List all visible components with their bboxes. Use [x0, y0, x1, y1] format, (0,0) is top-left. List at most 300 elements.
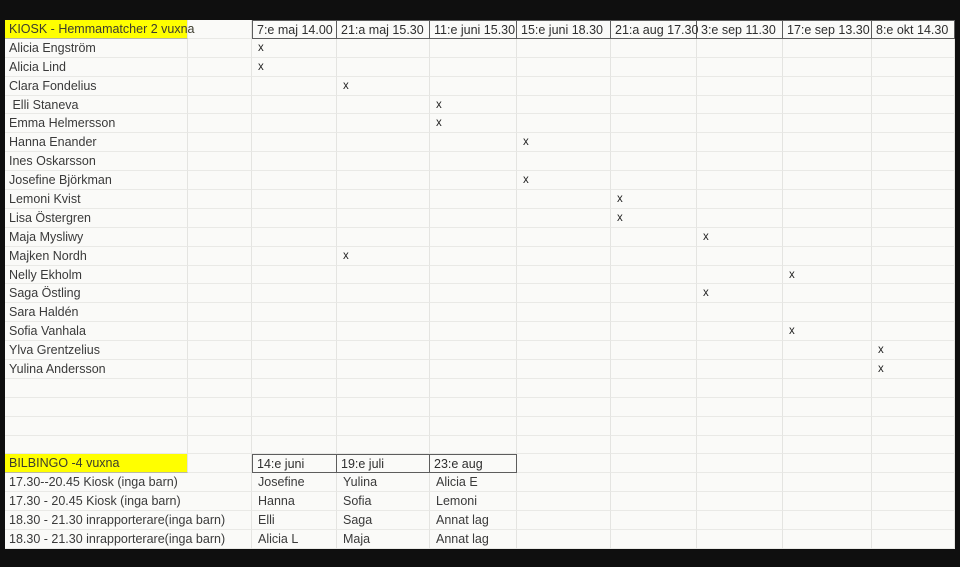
- mark-cell[interactable]: [337, 209, 430, 228]
- mark-cell[interactable]: [430, 284, 517, 303]
- mark-cell[interactable]: [430, 360, 517, 379]
- empty-cell[interactable]: [872, 417, 955, 436]
- shift-label-cell[interactable]: 18.30 - 21.30 inrapporterare(inga barn): [5, 530, 252, 549]
- mark-cell[interactable]: [517, 114, 611, 133]
- mark-cell[interactable]: [611, 341, 697, 360]
- kiosk-date-header[interactable]: 17:e sep 13.30: [783, 20, 872, 39]
- assignee-cell[interactable]: Josefine: [252, 473, 337, 492]
- player-name-cell[interactable]: Ylva Grentzelius: [5, 341, 188, 360]
- kiosk-date-header[interactable]: 15:e juni 18.30: [517, 20, 611, 39]
- kiosk-player-row: [5, 322, 955, 341]
- empty-cell[interactable]: [252, 379, 337, 398]
- mark-cell[interactable]: [872, 228, 955, 247]
- empty-cell[interactable]: [252, 417, 337, 436]
- mark-cell[interactable]: [611, 284, 697, 303]
- empty-cell[interactable]: [872, 530, 955, 549]
- mark-cell[interactable]: [697, 39, 783, 58]
- kiosk-date-header[interactable]: 3:e sep 11.30: [697, 20, 783, 39]
- mark-cell[interactable]: x: [697, 284, 783, 303]
- empty-cell[interactable]: [188, 247, 252, 266]
- empty-cell[interactable]: [252, 436, 337, 455]
- player-name-cell[interactable]: Alicia Lind: [5, 58, 188, 77]
- mark-cell[interactable]: [611, 228, 697, 247]
- empty-cell[interactable]: [517, 379, 611, 398]
- mark-cell[interactable]: [430, 190, 517, 209]
- mark-cell[interactable]: [697, 341, 783, 360]
- mark-cell[interactable]: [611, 360, 697, 379]
- mark-cell[interactable]: [872, 190, 955, 209]
- mark-cell[interactable]: x: [337, 247, 430, 266]
- shift-label-cell[interactable]: 18.30 - 21.30 inrapporterare(inga barn): [5, 511, 252, 530]
- empty-cell[interactable]: [188, 96, 252, 115]
- player-name-cell[interactable]: Nelly Ekholm: [5, 266, 188, 285]
- empty-cell[interactable]: [783, 473, 872, 492]
- mark-cell[interactable]: [337, 58, 430, 77]
- mark-cell[interactable]: [611, 58, 697, 77]
- empty-cell[interactable]: [517, 454, 611, 473]
- mark-cell[interactable]: [517, 209, 611, 228]
- mark-cell[interactable]: [517, 303, 611, 322]
- mark-cell[interactable]: [337, 303, 430, 322]
- mark-cell[interactable]: [697, 247, 783, 266]
- empty-cell[interactable]: [337, 398, 430, 417]
- empty-cell[interactable]: [5, 436, 188, 455]
- mark-cell[interactable]: [697, 360, 783, 379]
- mark-cell[interactable]: [872, 322, 955, 341]
- empty-cell[interactable]: [188, 454, 252, 473]
- mark-cell[interactable]: [872, 96, 955, 115]
- bilbingo-date-header[interactable]: 14:e juni: [252, 454, 337, 473]
- mark-cell[interactable]: [430, 247, 517, 266]
- mark-cell[interactable]: [872, 284, 955, 303]
- mark-cell[interactable]: x: [783, 322, 872, 341]
- kiosk-player-row: [5, 303, 955, 322]
- mark-cell[interactable]: x: [872, 360, 955, 379]
- mark-cell[interactable]: [872, 152, 955, 171]
- mark-cell[interactable]: [252, 190, 337, 209]
- mark-cell[interactable]: [611, 77, 697, 96]
- mark-cell[interactable]: [517, 284, 611, 303]
- assignee-cell[interactable]: Elli: [252, 511, 337, 530]
- empty-cell[interactable]: [188, 20, 252, 39]
- empty-cell[interactable]: [783, 398, 872, 417]
- empty-cell[interactable]: [697, 492, 783, 511]
- kiosk-date-header[interactable]: 7:e maj 14.00: [252, 20, 337, 39]
- kiosk-player-row: [5, 341, 955, 360]
- assignee-cell[interactable]: Hanna: [252, 492, 337, 511]
- bilbingo-rows: [5, 473, 955, 549]
- mark-cell[interactable]: [611, 266, 697, 285]
- empty-cell[interactable]: [188, 303, 252, 322]
- kiosk-player-row: [5, 190, 955, 209]
- mark-cell[interactable]: [872, 303, 955, 322]
- empty-cell[interactable]: [611, 436, 697, 455]
- empty-cell[interactable]: [517, 398, 611, 417]
- assignee-cell[interactable]: Alicia L: [252, 530, 337, 549]
- mark-cell[interactable]: x: [611, 190, 697, 209]
- assignee-cell[interactable]: Saga: [337, 511, 430, 530]
- mark-cell[interactable]: x: [252, 58, 337, 77]
- empty-cell[interactable]: [188, 266, 252, 285]
- mark-cell[interactable]: [337, 171, 430, 190]
- kiosk-title: KIOSK - Hemmamatcher 2 vuxna: [5, 20, 188, 39]
- mark-cell[interactable]: [697, 133, 783, 152]
- kiosk-player-row: [5, 133, 955, 152]
- mark-cell[interactable]: [783, 152, 872, 171]
- kiosk-player-row: [5, 114, 955, 133]
- mark-cell[interactable]: [430, 228, 517, 247]
- empty-cell[interactable]: [697, 454, 783, 473]
- mark-cell[interactable]: x: [697, 228, 783, 247]
- mark-cell[interactable]: [697, 171, 783, 190]
- empty-cell[interactable]: [517, 511, 611, 530]
- mark-cell[interactable]: x: [783, 266, 872, 285]
- mark-cell[interactable]: [517, 96, 611, 115]
- mark-cell[interactable]: [252, 171, 337, 190]
- mark-cell[interactable]: [430, 58, 517, 77]
- mark-cell[interactable]: [252, 96, 337, 115]
- empty-cell[interactable]: [188, 39, 252, 58]
- mark-cell[interactable]: [337, 360, 430, 379]
- player-name-cell[interactable]: Alicia Engström: [5, 39, 188, 58]
- empty-cell[interactable]: [872, 398, 955, 417]
- player-name-cell[interactable]: Josefine Björkman: [5, 171, 188, 190]
- empty-cell[interactable]: [872, 511, 955, 530]
- mark-cell[interactable]: [517, 266, 611, 285]
- bilbingo-shift-row: [5, 530, 955, 549]
- mark-cell[interactable]: [517, 58, 611, 77]
- assignee-cell[interactable]: Annat lag: [430, 530, 517, 549]
- mark-cell[interactable]: [517, 322, 611, 341]
- mark-cell[interactable]: [252, 303, 337, 322]
- mark-cell[interactable]: [872, 209, 955, 228]
- mark-cell[interactable]: [697, 58, 783, 77]
- assignee-cell[interactable]: Sofia: [337, 492, 430, 511]
- empty-cell[interactable]: [611, 492, 697, 511]
- empty-cell[interactable]: [517, 417, 611, 436]
- mark-cell[interactable]: [430, 266, 517, 285]
- spacer-row: [5, 417, 955, 436]
- assignee-cell[interactable]: Maja: [337, 530, 430, 549]
- assignee-cell[interactable]: Alicia E: [430, 473, 517, 492]
- mark-cell[interactable]: [337, 228, 430, 247]
- mark-cell[interactable]: [783, 284, 872, 303]
- empty-cell[interactable]: [611, 379, 697, 398]
- mark-cell[interactable]: [697, 190, 783, 209]
- bilbingo-date-header[interactable]: 19:e juli: [337, 454, 430, 473]
- empty-cell[interactable]: [611, 398, 697, 417]
- player-name-cell[interactable]: Sofia Vanhala: [5, 322, 188, 341]
- empty-cell[interactable]: [188, 58, 252, 77]
- mark-cell[interactable]: [611, 247, 697, 266]
- empty-cell[interactable]: [337, 379, 430, 398]
- mark-cell[interactable]: [697, 303, 783, 322]
- kiosk-header-row: [5, 20, 955, 39]
- empty-cell[interactable]: [188, 171, 252, 190]
- mark-cell[interactable]: [872, 266, 955, 285]
- mark-cell[interactable]: [252, 247, 337, 266]
- mark-cell[interactable]: x: [430, 114, 517, 133]
- mark-cell[interactable]: [430, 133, 517, 152]
- mark-cell[interactable]: [252, 360, 337, 379]
- mark-cell[interactable]: [430, 209, 517, 228]
- kiosk-player-row: [5, 266, 955, 285]
- player-name-cell[interactable]: Clara Fondelius: [5, 77, 188, 96]
- mark-cell[interactable]: [611, 171, 697, 190]
- mark-cell[interactable]: [252, 284, 337, 303]
- spreadsheet: [5, 20, 955, 549]
- empty-cell[interactable]: [188, 322, 252, 341]
- mark-cell[interactable]: [783, 96, 872, 115]
- mark-cell[interactable]: [611, 322, 697, 341]
- empty-cell[interactable]: [872, 379, 955, 398]
- mark-cell[interactable]: [517, 39, 611, 58]
- kiosk-player-row: [5, 77, 955, 96]
- mark-cell[interactable]: [697, 209, 783, 228]
- mark-cell[interactable]: [872, 77, 955, 96]
- empty-cell[interactable]: [783, 379, 872, 398]
- empty-cell[interactable]: [188, 436, 252, 455]
- empty-cell[interactable]: [188, 417, 252, 436]
- empty-cell[interactable]: [697, 417, 783, 436]
- kiosk-player-row: [5, 39, 955, 58]
- mark-cell[interactable]: x: [517, 133, 611, 152]
- mark-cell[interactable]: x: [517, 171, 611, 190]
- mark-cell[interactable]: [872, 133, 955, 152]
- kiosk-player-row: [5, 209, 955, 228]
- empty-cell[interactable]: [697, 473, 783, 492]
- mark-cell[interactable]: [337, 266, 430, 285]
- empty-cell[interactable]: [783, 454, 872, 473]
- empty-cell[interactable]: [517, 492, 611, 511]
- kiosk-player-row: [5, 228, 955, 247]
- mark-cell[interactable]: [252, 228, 337, 247]
- player-name-cell[interactable]: Hanna Enander: [5, 133, 188, 152]
- empty-cell[interactable]: [697, 511, 783, 530]
- assignee-cell[interactable]: Yulina: [337, 473, 430, 492]
- empty-cell[interactable]: [697, 436, 783, 455]
- empty-cell[interactable]: [783, 530, 872, 549]
- empty-cell[interactable]: [872, 473, 955, 492]
- mark-cell[interactable]: [783, 228, 872, 247]
- empty-cell[interactable]: [430, 436, 517, 455]
- empty-cell[interactable]: [5, 398, 188, 417]
- empty-cell[interactable]: [517, 530, 611, 549]
- assignee-cell[interactable]: Lemoni: [430, 492, 517, 511]
- mark-cell[interactable]: [430, 152, 517, 171]
- mark-cell[interactable]: [783, 209, 872, 228]
- mark-cell[interactable]: [517, 77, 611, 96]
- empty-cell[interactable]: [188, 228, 252, 247]
- empty-cell[interactable]: [872, 436, 955, 455]
- mark-cell[interactable]: [252, 266, 337, 285]
- mark-cell[interactable]: [697, 266, 783, 285]
- mark-cell[interactable]: [252, 77, 337, 96]
- mark-cell[interactable]: [337, 96, 430, 115]
- mark-cell[interactable]: [337, 39, 430, 58]
- empty-cell[interactable]: [697, 398, 783, 417]
- kiosk-date-header[interactable]: 21:a maj 15.30: [337, 20, 430, 39]
- mark-cell[interactable]: [872, 171, 955, 190]
- bilbingo-shift-row: [5, 492, 955, 511]
- mark-cell[interactable]: [783, 171, 872, 190]
- assignee-cell[interactable]: Annat lag: [430, 511, 517, 530]
- bilbingo-header-row: [5, 454, 955, 473]
- mark-cell[interactable]: [611, 39, 697, 58]
- mark-cell[interactable]: [430, 77, 517, 96]
- empty-cell[interactable]: [430, 379, 517, 398]
- empty-cell[interactable]: [188, 209, 252, 228]
- player-name-cell[interactable]: Saga Östling: [5, 284, 188, 303]
- mark-cell[interactable]: [430, 303, 517, 322]
- mark-cell[interactable]: [337, 322, 430, 341]
- empty-cell[interactable]: [611, 473, 697, 492]
- mark-cell[interactable]: [697, 77, 783, 96]
- empty-cell[interactable]: [783, 511, 872, 530]
- mark-cell[interactable]: [783, 303, 872, 322]
- kiosk-player-row: [5, 152, 955, 171]
- empty-cell[interactable]: [337, 436, 430, 455]
- empty-cell[interactable]: [188, 379, 252, 398]
- kiosk-player-row: [5, 96, 955, 115]
- empty-cell[interactable]: [188, 398, 252, 417]
- mark-cell[interactable]: [337, 114, 430, 133]
- mark-cell[interactable]: [252, 114, 337, 133]
- empty-cell[interactable]: [430, 398, 517, 417]
- empty-cell[interactable]: [611, 530, 697, 549]
- mark-cell[interactable]: [697, 152, 783, 171]
- mark-cell[interactable]: [611, 96, 697, 115]
- mark-cell[interactable]: [697, 114, 783, 133]
- mark-cell[interactable]: [611, 114, 697, 133]
- empty-cell[interactable]: [188, 133, 252, 152]
- kiosk-date-header[interactable]: 8:e okt 14.30: [872, 20, 955, 39]
- empty-cell[interactable]: [611, 511, 697, 530]
- mark-cell[interactable]: [337, 284, 430, 303]
- mark-cell[interactable]: x: [611, 209, 697, 228]
- player-name-cell[interactable]: Yulina Andersson: [5, 360, 188, 379]
- empty-cell[interactable]: [188, 114, 252, 133]
- spacer-row: [5, 379, 955, 398]
- empty-cell[interactable]: [783, 492, 872, 511]
- mark-cell[interactable]: [611, 303, 697, 322]
- empty-cell[interactable]: [697, 530, 783, 549]
- mark-cell[interactable]: [517, 152, 611, 171]
- empty-cell[interactable]: [783, 417, 872, 436]
- mark-cell[interactable]: [252, 133, 337, 152]
- mark-cell[interactable]: [872, 247, 955, 266]
- mark-cell[interactable]: [430, 341, 517, 360]
- mark-cell[interactable]: [430, 171, 517, 190]
- mark-cell[interactable]: [611, 152, 697, 171]
- mark-cell[interactable]: [337, 133, 430, 152]
- empty-cell[interactable]: [611, 454, 697, 473]
- mark-cell[interactable]: [252, 341, 337, 360]
- mark-cell[interactable]: [337, 341, 430, 360]
- empty-cell[interactable]: [872, 454, 955, 473]
- mark-cell[interactable]: [252, 152, 337, 171]
- empty-cell[interactable]: [252, 398, 337, 417]
- mark-cell[interactable]: [517, 341, 611, 360]
- player-name-cell[interactable]: Emma Helmersson: [5, 114, 188, 133]
- mark-cell[interactable]: [783, 341, 872, 360]
- empty-cell[interactable]: [783, 436, 872, 455]
- mark-cell[interactable]: [872, 114, 955, 133]
- bilbingo-date-header[interactable]: 23:e aug: [430, 454, 517, 473]
- empty-cell[interactable]: [337, 417, 430, 436]
- player-name-cell[interactable]: Ines Oskarsson: [5, 152, 188, 171]
- mark-cell[interactable]: [872, 39, 955, 58]
- mark-cell[interactable]: [611, 133, 697, 152]
- shift-label-cell[interactable]: 17.30--20.45 Kiosk (inga barn): [5, 473, 252, 492]
- player-name-cell[interactable]: Elli Staneva: [5, 96, 188, 115]
- mark-cell[interactable]: [783, 360, 872, 379]
- empty-cell[interactable]: [188, 77, 252, 96]
- empty-cell[interactable]: [5, 417, 188, 436]
- mark-cell[interactable]: [337, 152, 430, 171]
- mark-cell[interactable]: [517, 190, 611, 209]
- mark-cell[interactable]: [517, 228, 611, 247]
- mark-cell[interactable]: x: [430, 96, 517, 115]
- mark-cell[interactable]: [783, 58, 872, 77]
- mark-cell[interactable]: [252, 322, 337, 341]
- empty-cell[interactable]: [430, 417, 517, 436]
- mark-cell[interactable]: [783, 133, 872, 152]
- mark-cell[interactable]: [337, 190, 430, 209]
- empty-cell[interactable]: [188, 341, 252, 360]
- empty-cell[interactable]: [188, 152, 252, 171]
- spacer-row: [5, 398, 955, 417]
- mark-cell[interactable]: x: [872, 341, 955, 360]
- player-name-cell[interactable]: Maja Mysliwy: [5, 228, 188, 247]
- player-name-cell[interactable]: Lemoni Kvist: [5, 190, 188, 209]
- mark-cell[interactable]: [252, 209, 337, 228]
- empty-cell[interactable]: [517, 473, 611, 492]
- mark-cell[interactable]: [430, 39, 517, 58]
- mark-cell[interactable]: [697, 322, 783, 341]
- mark-cell[interactable]: [783, 247, 872, 266]
- empty-cell[interactable]: [188, 360, 252, 379]
- bilbingo-shift-row: [5, 511, 955, 530]
- empty-cell[interactable]: [697, 379, 783, 398]
- mark-cell[interactable]: [783, 190, 872, 209]
- player-name-cell[interactable]: Lisa Östergren: [5, 209, 188, 228]
- mark-cell[interactable]: [783, 114, 872, 133]
- kiosk-player-row: [5, 360, 955, 379]
- mark-cell[interactable]: [783, 77, 872, 96]
- player-name-cell[interactable]: Majken Nordh: [5, 247, 188, 266]
- empty-cell[interactable]: [872, 492, 955, 511]
- kiosk-date-header[interactable]: 11:e juni 15.30: [430, 20, 517, 39]
- mark-cell[interactable]: [872, 58, 955, 77]
- mark-cell[interactable]: x: [337, 77, 430, 96]
- empty-cell[interactable]: [5, 379, 188, 398]
- mark-cell[interactable]: x: [252, 39, 337, 58]
- mark-cell[interactable]: [517, 247, 611, 266]
- empty-cell[interactable]: [188, 284, 252, 303]
- empty-cell[interactable]: [517, 436, 611, 455]
- mark-cell[interactable]: [697, 96, 783, 115]
- empty-cell[interactable]: [611, 417, 697, 436]
- empty-cell[interactable]: [188, 190, 252, 209]
- shift-label-cell[interactable]: 17.30 - 20.45 Kiosk (inga barn): [5, 492, 252, 511]
- player-name-cell[interactable]: Sara Haldén: [5, 303, 188, 322]
- kiosk-date-header[interactable]: 21:a aug 17.30: [611, 20, 697, 39]
- mark-cell[interactable]: [430, 322, 517, 341]
- mark-cell[interactable]: [517, 360, 611, 379]
- kiosk-player-row: [5, 171, 955, 190]
- mark-cell[interactable]: [783, 39, 872, 58]
